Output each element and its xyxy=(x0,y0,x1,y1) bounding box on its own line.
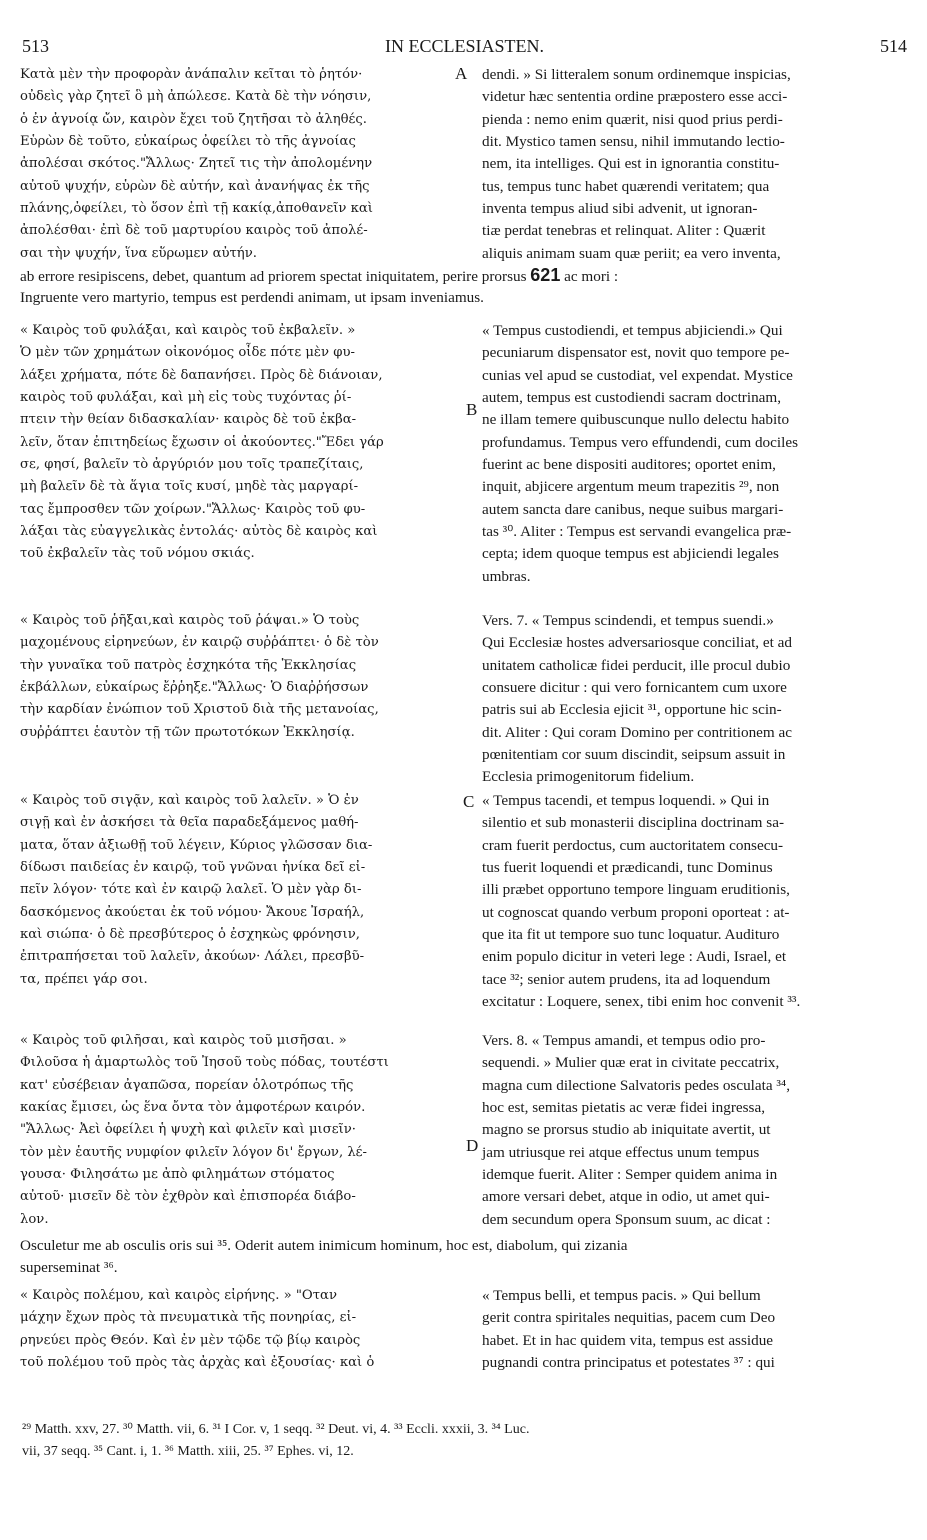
page-header xyxy=(22,36,907,58)
latin-line: excitatur : Loquere, senex, tibi enim hoc convenit ³³. xyxy=(482,993,801,1011)
latin-line: amore versari debet, atque in odio, ut amet qui- xyxy=(482,1188,770,1206)
latin-line: tiæ perdat tenebras et relinquat. Aliter : Quærit xyxy=(482,222,766,240)
greek-line: « Καιρὸς τοῦ φιλῆσαι, καὶ καιρὸς τοῦ μισῆσαι. » xyxy=(20,1033,347,1048)
full-width-line-3: Osculetur me ab osculis oris sui ³⁵. Oderit autem inimicum hominum, hoc est, diabolum, qui zizania xyxy=(20,1237,628,1254)
greek-line: τοῦ πολέμου τοῦ πρὸς τὰς ἀρχὰς καὶ ἐξουσίας· καὶ ὁ xyxy=(20,1355,375,1371)
margin-letter-c: C xyxy=(463,792,475,811)
greek-block-6 xyxy=(20,1285,450,1374)
latin-line: profundamus. Tempus vero effundendi, cum dociles xyxy=(482,433,798,451)
greek-line: μάχην ἔχων πρὸς τὰ πνευματικὰ τῆς πονηρίας, εἰ- xyxy=(20,1310,357,1326)
latin-line: silentio et sub monasterii disciplina doctrinam sa- xyxy=(482,814,784,832)
latin-line: Ecclesia primogenitorum fidelium. xyxy=(482,768,695,786)
greek-line: Εὑρὼν δὲ τοῦτο, εὐκαίρως ὀφείλει τὸ τῆς ἀγνοίας xyxy=(20,134,356,150)
greek-line: ἀπολέσθαι· ἐπὶ δὲ τοῦ μαρτυρίου καιρὸς τοῦ ἀπολέ- xyxy=(20,223,368,239)
greek-line: τοῦ ἐκβαλεῖν τὰς τοῦ νόμου σκιάς. xyxy=(20,546,255,562)
greek-line: λεῖν, ὅταν ἐπιτηδείως ἔχωσιν οἱ ἀκούοντες."Ἔδει γάρ xyxy=(20,434,384,450)
latin-line: enim populo dicitur in veteri lege : Audi, Israel, et xyxy=(482,948,787,966)
latin-line: consuere dicitur : qui vero fornicantem cum uxore xyxy=(482,679,787,697)
latin-line: dendi. » Si litteralem sonum ordinemque inspicias, xyxy=(482,66,791,83)
greek-line: κακίας ἔμισει, ὡς ἕνα ὄντα τὸν ἀμφοτέρων καιρόν. xyxy=(20,1100,366,1116)
greek-line: αὐτοῦ· μισεῖν δὲ τὸν ἐχθρὸν καὶ ἐπισπορέα διάβο- xyxy=(20,1189,356,1205)
greek-line: καὶ σιώπα· ὁ δὲ πρεσβύτερος ὁ ἐσχηκὼς φρόνησιν, xyxy=(20,927,360,943)
latin-line: inquit, abjicere argentum meum trapezitis ²⁹, non xyxy=(482,478,780,496)
greek-line: « Καιρὸς πολέμου, καὶ καιρὸς εἰρήνης. » "Οταν xyxy=(20,1288,337,1303)
latin-line: pecuniarum dispensator est, novit quo tempore pe- xyxy=(482,344,790,362)
column-number-621: 621 xyxy=(530,265,561,285)
latin-block-4 xyxy=(482,790,907,1013)
greek-line: τὸν μὲν ἑαυτῆς νυμφίον φιλεῖν λόγον δι' ἔργων, λέ- xyxy=(20,1144,367,1160)
latin-line: hoc est, semitas pietatis ac veræ fidei ingressa, xyxy=(482,1099,765,1117)
greek-line: ματα, ὅταν ἀξιωθῇ τοῦ λέγειν, Κύριος γλῶσσαν δια- xyxy=(20,837,373,853)
greek-line: καιρὸς τοῦ φυλάξαι, καὶ μὴ εἰς τοὺς τυχόντας ῥί- xyxy=(20,390,352,406)
margin-letter-b: B xyxy=(466,400,478,419)
greek-block-1 xyxy=(20,64,450,265)
latin-line: magno se prorsus studio ab iniquitate avertit, ut xyxy=(482,1121,771,1139)
margin-letter-d: D xyxy=(466,1136,479,1155)
latin-line: videtur hæc sententia ordine præpostero esse acci- xyxy=(482,88,788,106)
greek-line: σιγῇ καὶ ἐν ἀσκήσει τὰ θεῖα παραδεξάμενος μαθή- xyxy=(20,815,359,831)
greek-block-5 xyxy=(20,1030,450,1231)
latin-line: jam utriusque rei atque effectus unum tempus xyxy=(482,1143,760,1161)
greek-line: ἐκβάλλων, εὐκαίρως ἔῤῥηξε."Ἄλλως· Ὁ διαῤῥήσσων xyxy=(20,680,369,696)
latin-line: ne illam temere quibuscunque nullo delectu habito xyxy=(482,411,790,429)
latin-line: Vers. 8. « Tempus amandi, et tempus odio pro- xyxy=(482,1032,766,1049)
latin-line: tace ³²; senior autem prudens, ita ad loquendum xyxy=(482,970,771,988)
latin-line: autem, tempus est custodiendi sacram doctrinam, xyxy=(482,389,782,407)
latin-line: dit. Aliter : Qui coram Domino per contritionem ac xyxy=(482,723,793,741)
greek-line: λάξει χρήματα, πότε δὲ δαπανήσει. Πρὸς δὲ διάνοιαν, xyxy=(20,367,383,383)
greek-line: τὴν γυναῖκα τοῦ πατρὸς ἐσχηκότα τῆς Ἐκκλησίας xyxy=(20,657,357,673)
latin-line: cunias vel apud se custodiat, vel expendat. Mystice xyxy=(482,366,793,384)
latin-line: dit. Mystico tamen sensu, nihil immutando lectio- xyxy=(482,133,785,151)
greek-block-3 xyxy=(20,610,450,744)
latin-line: unitatem catholicæ fidei perducit, ille procul dubio xyxy=(482,656,791,674)
margin-letter-a: A xyxy=(455,64,468,83)
right-page-number: 514 xyxy=(880,36,907,56)
latin-line: dem secundum opera Sponsum suum, ac dicat : xyxy=(482,1210,771,1228)
latin-line: aliquis animam suam quæ periit; ea vero inventa, xyxy=(482,244,781,262)
latin-line: tus fuerit loquendi et prædicandi, tunc Dominus xyxy=(482,859,773,877)
greek-line: "Ἄλλως· Ἀεὶ ὀφείλει ἡ ψυχὴ καὶ φιλεῖν καὶ μισεῖν· xyxy=(20,1122,356,1138)
greek-line: τα, πρέπει γάρ σοι. xyxy=(20,971,148,987)
greek-line: « Καιρὸς τοῦ σιγᾷν, καὶ καιρὸς τοῦ λαλεῖν. » Ὁ ἐν xyxy=(20,793,359,808)
latin-line: autem sancta dare canibus, neque suibus margari- xyxy=(482,500,784,518)
left-page-number: 513 xyxy=(22,36,49,56)
greek-line: γουσα· Φιλησάτω με ἀπὸ φιλημάτων στόματος xyxy=(20,1167,335,1183)
greek-line: ρηνεύει πρὸς Θεόν. Καὶ ἐν μὲν τῷδε τῷ βίῳ καιρὸς xyxy=(20,1332,361,1348)
latin-line: sequendi. » Mulier quæ erat in civitate peccatrix, xyxy=(482,1054,780,1072)
latin-line: fuerint ac bene dispositi auditores; oportet enim, xyxy=(482,456,776,474)
greek-line: οὐδεὶς γὰρ ζητεῖ ὃ μὴ ἀπώλεσε. Κατὰ δὲ τὴν νόησιν, xyxy=(20,89,372,105)
latin-line: patris sui ab Ecclesia ejicit ³¹, opportune hic scin- xyxy=(482,701,782,719)
latin-line: cram fuerit perdoctus, cum auctoritatem consecu- xyxy=(482,836,784,854)
latin-block-6 xyxy=(482,1285,907,1374)
full-line-1-text: ab errore resipiscens, debet, quantum ad priorem spectat iniquitatem, perire prorsus xyxy=(20,268,527,285)
latin-line: pienda : nemo enim quærit, nisi quod prius perdi- xyxy=(482,110,783,128)
latin-block-5 xyxy=(482,1030,907,1231)
greek-line: « Καιρὸς τοῦ ῥῆξαι,καὶ καιρὸς τοῦ ῥάψαι.» Ὁ τοὺς xyxy=(20,613,360,628)
greek-line: « Καιρὸς τοῦ φυλάξαι, καὶ καιρὸς τοῦ ἐκβαλεῖν. » xyxy=(20,323,356,338)
greek-line: πτειν τὴν θείαν διδασκαλίαν· καιρὸς δὲ τοῦ ἐκβα- xyxy=(20,412,357,428)
footnote-line: ²⁹ Matth. xxv, 27. ³⁰ Matth. vii, 6. ³¹ I Cor. v, 1 seqq. ³² Deut. vi, 4. ³³ Eccli. xxxii, 3. ³⁴ Luc. xyxy=(22,1422,530,1437)
latin-line: tus, tempus tunc habet quærendi veritatem; qua xyxy=(482,177,770,195)
latin-line: Vers. 7. « Tempus scindendi, et tempus suendi.» xyxy=(482,612,774,629)
greek-line: ὁ ἐν ἀγνοίᾳ ὤν, καιρὸν ἔχει τοῦ ζητῆσαι τὸ ἀληθές. xyxy=(20,111,367,127)
latin-line: que ita fit ut tempore suo tunc loquatur. Audituro xyxy=(482,926,780,944)
greek-line: κατ' εὐσέβειαν ἀγαπῶσα, πορείαν ὁλοτρόπως τῆς xyxy=(20,1077,354,1093)
greek-block-2 xyxy=(20,320,450,566)
latin-line: « Tempus belli, et tempus pacis. » Qui bellum xyxy=(482,1287,761,1304)
greek-line: τας ἔμπροσθεν τῶν χοίρων."Ἄλλως· Καιρὸς τοῦ φυ- xyxy=(20,501,366,517)
latin-line: gerit contra spiritales nequitias, pacem cum Deo xyxy=(482,1309,776,1327)
greek-line: αὐτοῦ ψυχήν, εὑρὼν δὲ αὐτήν, καὶ ἀνανήψας ἐκ τῆς xyxy=(20,178,370,194)
greek-line: μὴ βαλεῖν δὲ τὰ ἅγια τοῖς κυσί, μηδὲ τὰς μαργαρί- xyxy=(20,479,359,495)
latin-line: magna cum dilectione Salvatoris pedes osculata ³⁴, xyxy=(482,1076,791,1094)
greek-line: δίδωσι παιδείας ἐν καιρῷ, τοῦ γνῶναι ἡνίκα δεῖ εἰ- xyxy=(20,860,366,876)
latin-line: idemque fuerit. Aliter : Semper quidem anima in xyxy=(482,1166,778,1184)
greek-line: ἐπιτραπήσεται τοῦ λαλεῖν, ἀκούων· Λάλει, πρεσβῦ- xyxy=(20,949,365,965)
latin-line: illi præbet opportuno tempore linguam eruditionis, xyxy=(482,881,790,899)
footnotes xyxy=(22,1420,529,1465)
full-width-line-2: Ingruente vero martyrio, tempus est perdendi animam, ut ipsam inveniamus. xyxy=(20,289,484,306)
greek-line: τὴν καρδίαν ἐνώπιον τοῦ Χριστοῦ διὰ τῆς μετανοίας, xyxy=(20,702,379,718)
greek-line: σαι τὴν ψυχήν, ἵνα εὕρωμεν αὐτήν. xyxy=(20,245,257,261)
latin-line: umbras. xyxy=(482,567,531,585)
footnote-line: vii, 37 seqq. ³⁵ Cant. i, 1. ³⁶ Matth. xiii, 25. ³⁷ Ephes. vi, 12. xyxy=(22,1444,354,1460)
greek-block-4 xyxy=(20,790,450,991)
greek-line: συῤῥάπτει ἑαυτὸν τῇ τῶν πρωτοτόκων Ἐκκλησίᾳ. xyxy=(20,724,355,740)
greek-line: λον. xyxy=(20,1211,49,1227)
greek-line: ἀπολέσαι σκότος."Ἄλλως· Ζητεῖ τις τὴν ἀπολομένην xyxy=(20,156,373,172)
latin-block-1 xyxy=(482,64,907,265)
full-line-1-end: ac mori : xyxy=(564,268,619,285)
greek-line: Κατὰ μὲν τὴν προφορὰν ἀνάπαλιν κεῖται τὸ ῥητόν· xyxy=(20,67,363,82)
running-title: IN ECCLESIASTEN. xyxy=(385,36,544,56)
latin-line: « Tempus tacendi, et tempus loquendi. » Qui in xyxy=(482,792,770,809)
greek-line: δασκόμενος ἀκούεται ἐκ τοῦ νόμου· Ἄκουε Ἰσραήλ, xyxy=(20,904,365,920)
full-width-line-4: superseminat ³⁶. xyxy=(20,1259,118,1276)
latin-block-2 xyxy=(482,320,907,588)
latin-line: Qui Ecclesiæ hostes adversariosque conciliat, et ad xyxy=(482,634,792,652)
full-width-line-1 xyxy=(20,265,910,287)
latin-line: ut cognoscat quando verbum proponi oporteat : at- xyxy=(482,903,790,921)
greek-line: πλάνης,ὀφείλει, τὸ ὅσον ἐπὶ τῇ κακίᾳ,ἀποθανεῖν καὶ xyxy=(20,201,373,217)
latin-line: tas ³⁰. Aliter : Tempus est servandi evangelica præ- xyxy=(482,523,792,541)
latin-line: « Tempus custodiendi, et tempus abjiciendi.» Qui xyxy=(482,322,783,339)
greek-line: Ὁ μὲν τῶν χρημάτων οἰκονόμος οἶδε πότε μὲν φυ- xyxy=(20,345,355,361)
greek-line: λάξαι τὰς εὐαγγελικὰς ἐντολάς· αὐτὸς δὲ καιρὸς καὶ xyxy=(20,524,378,540)
greek-line: σε, φησί, βαλεῖν τὸ ἀργύριόν μου τοῖς τραπεζίταις, xyxy=(20,457,364,473)
latin-line: inventa tempus aliud sibi advenit, ut ignoran- xyxy=(482,200,758,218)
latin-line: cepta; idem quoque tempus est abjiciendi legales xyxy=(482,545,779,563)
greek-line: μαχομένους εἰρηνεύων, ἐν καιρῷ συῤῥάπτει· ὁ δὲ τὸν xyxy=(20,635,379,651)
latin-line: nem, ita intelliges. Qui est in ignorantia constitu- xyxy=(482,155,780,173)
latin-line: habet. Et in hac quidem vita, tempus est assidue xyxy=(482,1331,774,1349)
greek-line: Φιλοῦσα ἡ ἁμαρτωλὸς τοῦ Ἰησοῦ τοὺς πόδας, τουτέστι xyxy=(20,1055,389,1071)
latin-block-3 xyxy=(482,610,907,789)
greek-line: πεῖν λόγον· τότε καὶ ἐν καιρῷ λαλεῖ. Ὁ μὲν γὰρ δι- xyxy=(20,882,362,898)
latin-line: pœnitentiam cor suum discindit, seipsum assuit in xyxy=(482,746,786,764)
latin-line: pugnandi contra principatus et potestates ³⁷ : qui xyxy=(482,1354,775,1372)
